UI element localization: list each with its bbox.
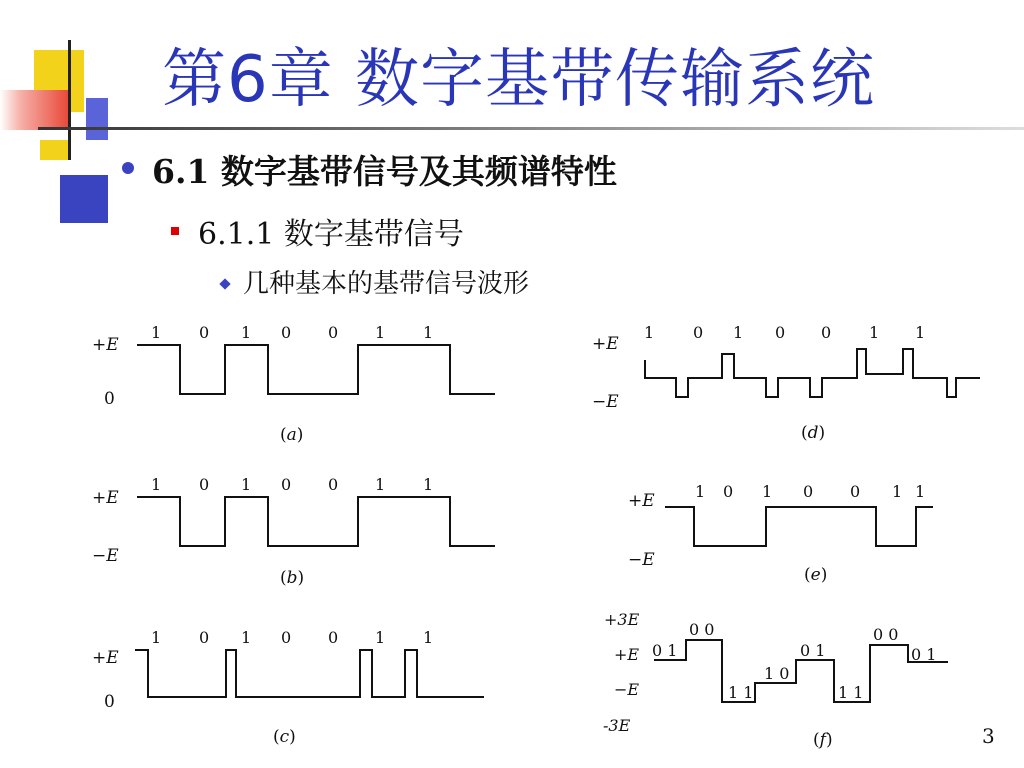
bit-label-e-4: 0 xyxy=(803,482,814,501)
waveform-e xyxy=(665,507,933,546)
waveform-d xyxy=(645,349,980,397)
bit-label-e-1: 1 xyxy=(695,482,706,501)
bit-label-d-7: 1 xyxy=(915,323,926,342)
bit-label-e-3: 1 xyxy=(762,482,773,501)
bit-label-a-5: 0 xyxy=(328,323,339,342)
bit-label-c-3: 1 xyxy=(241,628,252,647)
bit-label-f-5: 0 1 xyxy=(800,641,826,660)
waveform-a xyxy=(137,345,495,394)
bit-label-e-5: 0 xyxy=(850,482,861,501)
bit-label-c-7: 1 xyxy=(423,628,434,647)
waveform-b xyxy=(137,497,495,546)
bit-label-a-7: 1 xyxy=(423,323,434,342)
bullet-level2-text: 6.1.1 数字基带信号 xyxy=(198,217,464,252)
caption-e: (e) xyxy=(804,565,828,585)
level-label-f-minus-e: −E xyxy=(614,680,640,699)
level-label-a-low: 0 xyxy=(104,389,115,409)
bit-label-d-6: 1 xyxy=(869,323,880,342)
bit-label-b-5: 0 xyxy=(328,475,339,494)
bit-label-d-1: 1 xyxy=(644,323,655,342)
bit-label-b-3: 1 xyxy=(241,475,252,494)
bit-label-e-7: 1 xyxy=(915,482,926,501)
waveform-c xyxy=(135,650,484,697)
bit-label-f-2: 0 0 xyxy=(689,620,715,639)
level-label-f-minus-3e: -3E xyxy=(603,716,631,735)
caption-c: (c) xyxy=(273,727,296,747)
slide-title: 第6章 数字基带传输系统 xyxy=(162,43,876,117)
bit-label-a-2: 0 xyxy=(199,323,210,342)
bullet-level3-text: 几种基本的基带信号波形 xyxy=(243,269,530,299)
level-label-f-3e: +3E xyxy=(604,610,640,629)
bit-label-f-7: 0 0 xyxy=(873,625,899,644)
bit-label-d-5: 0 xyxy=(821,323,832,342)
bit-label-c-4: 0 xyxy=(281,628,292,647)
bit-label-b-6: 1 xyxy=(375,475,386,494)
level-label-a-high: +E xyxy=(92,335,119,355)
caption-a: (a) xyxy=(280,425,304,445)
level-label-b-high: +E xyxy=(92,488,119,508)
bit-label-f-1: 0 1 xyxy=(652,641,678,660)
level-label-e-high: +E xyxy=(628,491,655,511)
bullet-level1-text: 6.1 数字基带信号及其频谱特性 xyxy=(152,152,617,191)
bit-label-b-7: 1 xyxy=(423,475,434,494)
level-label-b-low: −E xyxy=(92,546,119,566)
page-number: 3 xyxy=(982,724,995,748)
bit-label-f-6: 1 1 xyxy=(838,683,864,702)
bit-label-b-2: 0 xyxy=(199,475,210,494)
bit-label-a-3: 1 xyxy=(241,323,252,342)
bit-label-a-4: 0 xyxy=(281,323,292,342)
caption-d: (d) xyxy=(801,423,826,443)
level-label-f-e: +E xyxy=(614,645,640,664)
bit-label-e-6: 1 xyxy=(892,482,903,501)
bit-label-a-1: 1 xyxy=(151,323,162,342)
bit-label-c-6: 1 xyxy=(375,628,386,647)
bit-label-c-1: 1 xyxy=(151,628,162,647)
level-label-c-high: +E xyxy=(92,648,119,668)
bit-label-f-8: 0 1 xyxy=(911,645,937,664)
bit-label-a-6: 1 xyxy=(375,323,386,342)
caption-f: (f) xyxy=(813,730,833,750)
level-label-c-low: 0 xyxy=(104,692,115,712)
level-label-d-low: −E xyxy=(592,392,619,412)
bit-label-d-3: 1 xyxy=(733,323,744,342)
bit-label-c-2: 0 xyxy=(199,628,210,647)
bit-label-d-4: 0 xyxy=(775,323,786,342)
caption-b: (b) xyxy=(280,568,305,588)
bit-label-b-4: 0 xyxy=(281,475,292,494)
bit-label-b-1: 1 xyxy=(151,475,162,494)
level-label-d-high: +E xyxy=(592,334,619,354)
bit-label-e-2: 0 xyxy=(723,482,734,501)
bit-label-d-2: 0 xyxy=(693,323,704,342)
bit-label-c-5: 0 xyxy=(328,628,339,647)
bit-label-f-4: 1 0 xyxy=(764,664,790,683)
bit-label-f-3: 1 1 xyxy=(728,683,754,702)
level-label-e-low: −E xyxy=(628,550,655,570)
